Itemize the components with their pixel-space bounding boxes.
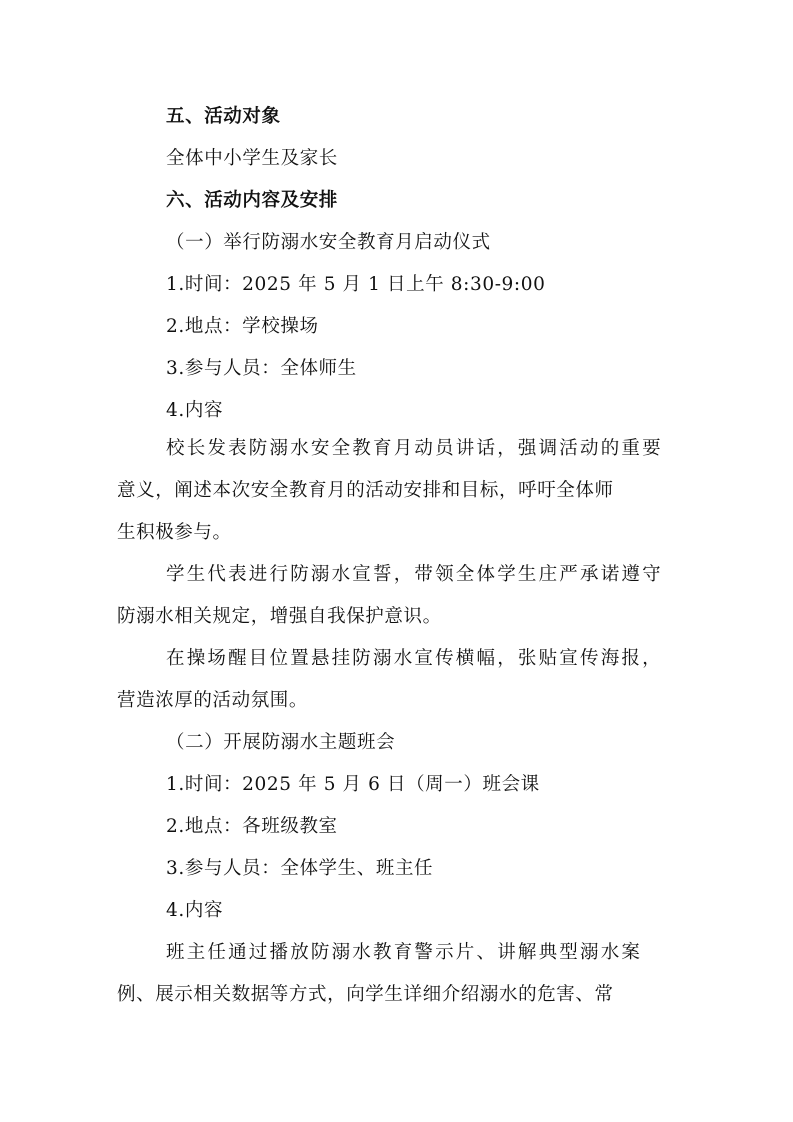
section1-paragraph2-line2: 防溺水相关规定，增强自我保护意识。 — [117, 606, 442, 627]
section1-paragraph1-line3: 生积极参与。 — [117, 522, 232, 543]
heading-activity-target: 五、活动对象 — [166, 106, 281, 127]
section2-title: （二）开展防溺水主题班会 — [166, 732, 396, 753]
section1-title: （一）举行防溺水安全教育月启动仪式 — [166, 232, 491, 253]
section1-paragraph2-line1: 学生代表进行防溺水宣誓，带领全体学生庄严承诺遵守 — [166, 564, 663, 585]
section1-paragraph3-line2: 营造浓厚的活动氛围。 — [117, 690, 309, 711]
section1-paragraph1-line1: 校长发表防溺水安全教育月动员讲话，强调活动的重要 — [166, 438, 663, 459]
section2-place: 2.地点：各班级教室 — [166, 816, 338, 837]
section2-time: 1.时间：2025 年 5 月 6 日（周一）班会课 — [166, 774, 540, 795]
target-text: 全体中小学生及家长 — [166, 148, 338, 169]
section1-content-label: 4.内容 — [166, 400, 224, 421]
section1-place: 2.地点：学校操场 — [166, 316, 319, 337]
section1-paragraph1-line2: 意义，阐述本次安全教育月的活动安排和目标，呼吁全体师 — [117, 480, 614, 501]
section2-paragraph1-line2: 例、展示相关数据等方式，向学生详细介绍溺水的危害、常 — [117, 984, 614, 1005]
section2-people: 3.参与人员：全体学生、班主任 — [166, 858, 434, 879]
section2-content-label: 4.内容 — [166, 900, 224, 921]
section1-people: 3.参与人员：全体师生 — [166, 358, 357, 379]
section1-paragraph3-line1: 在操场醒目位置悬挂防溺水宣传横幅，张贴宣传海报， — [166, 648, 663, 669]
section2-paragraph1-line1: 班主任通过播放防溺水教育警示片、讲解典型溺水案 — [166, 942, 643, 963]
heading-activity-content: 六、活动内容及安排 — [166, 190, 338, 211]
section1-time: 1.时间：2025 年 5 月 1 日上午 8:30-9:00 — [166, 274, 546, 295]
